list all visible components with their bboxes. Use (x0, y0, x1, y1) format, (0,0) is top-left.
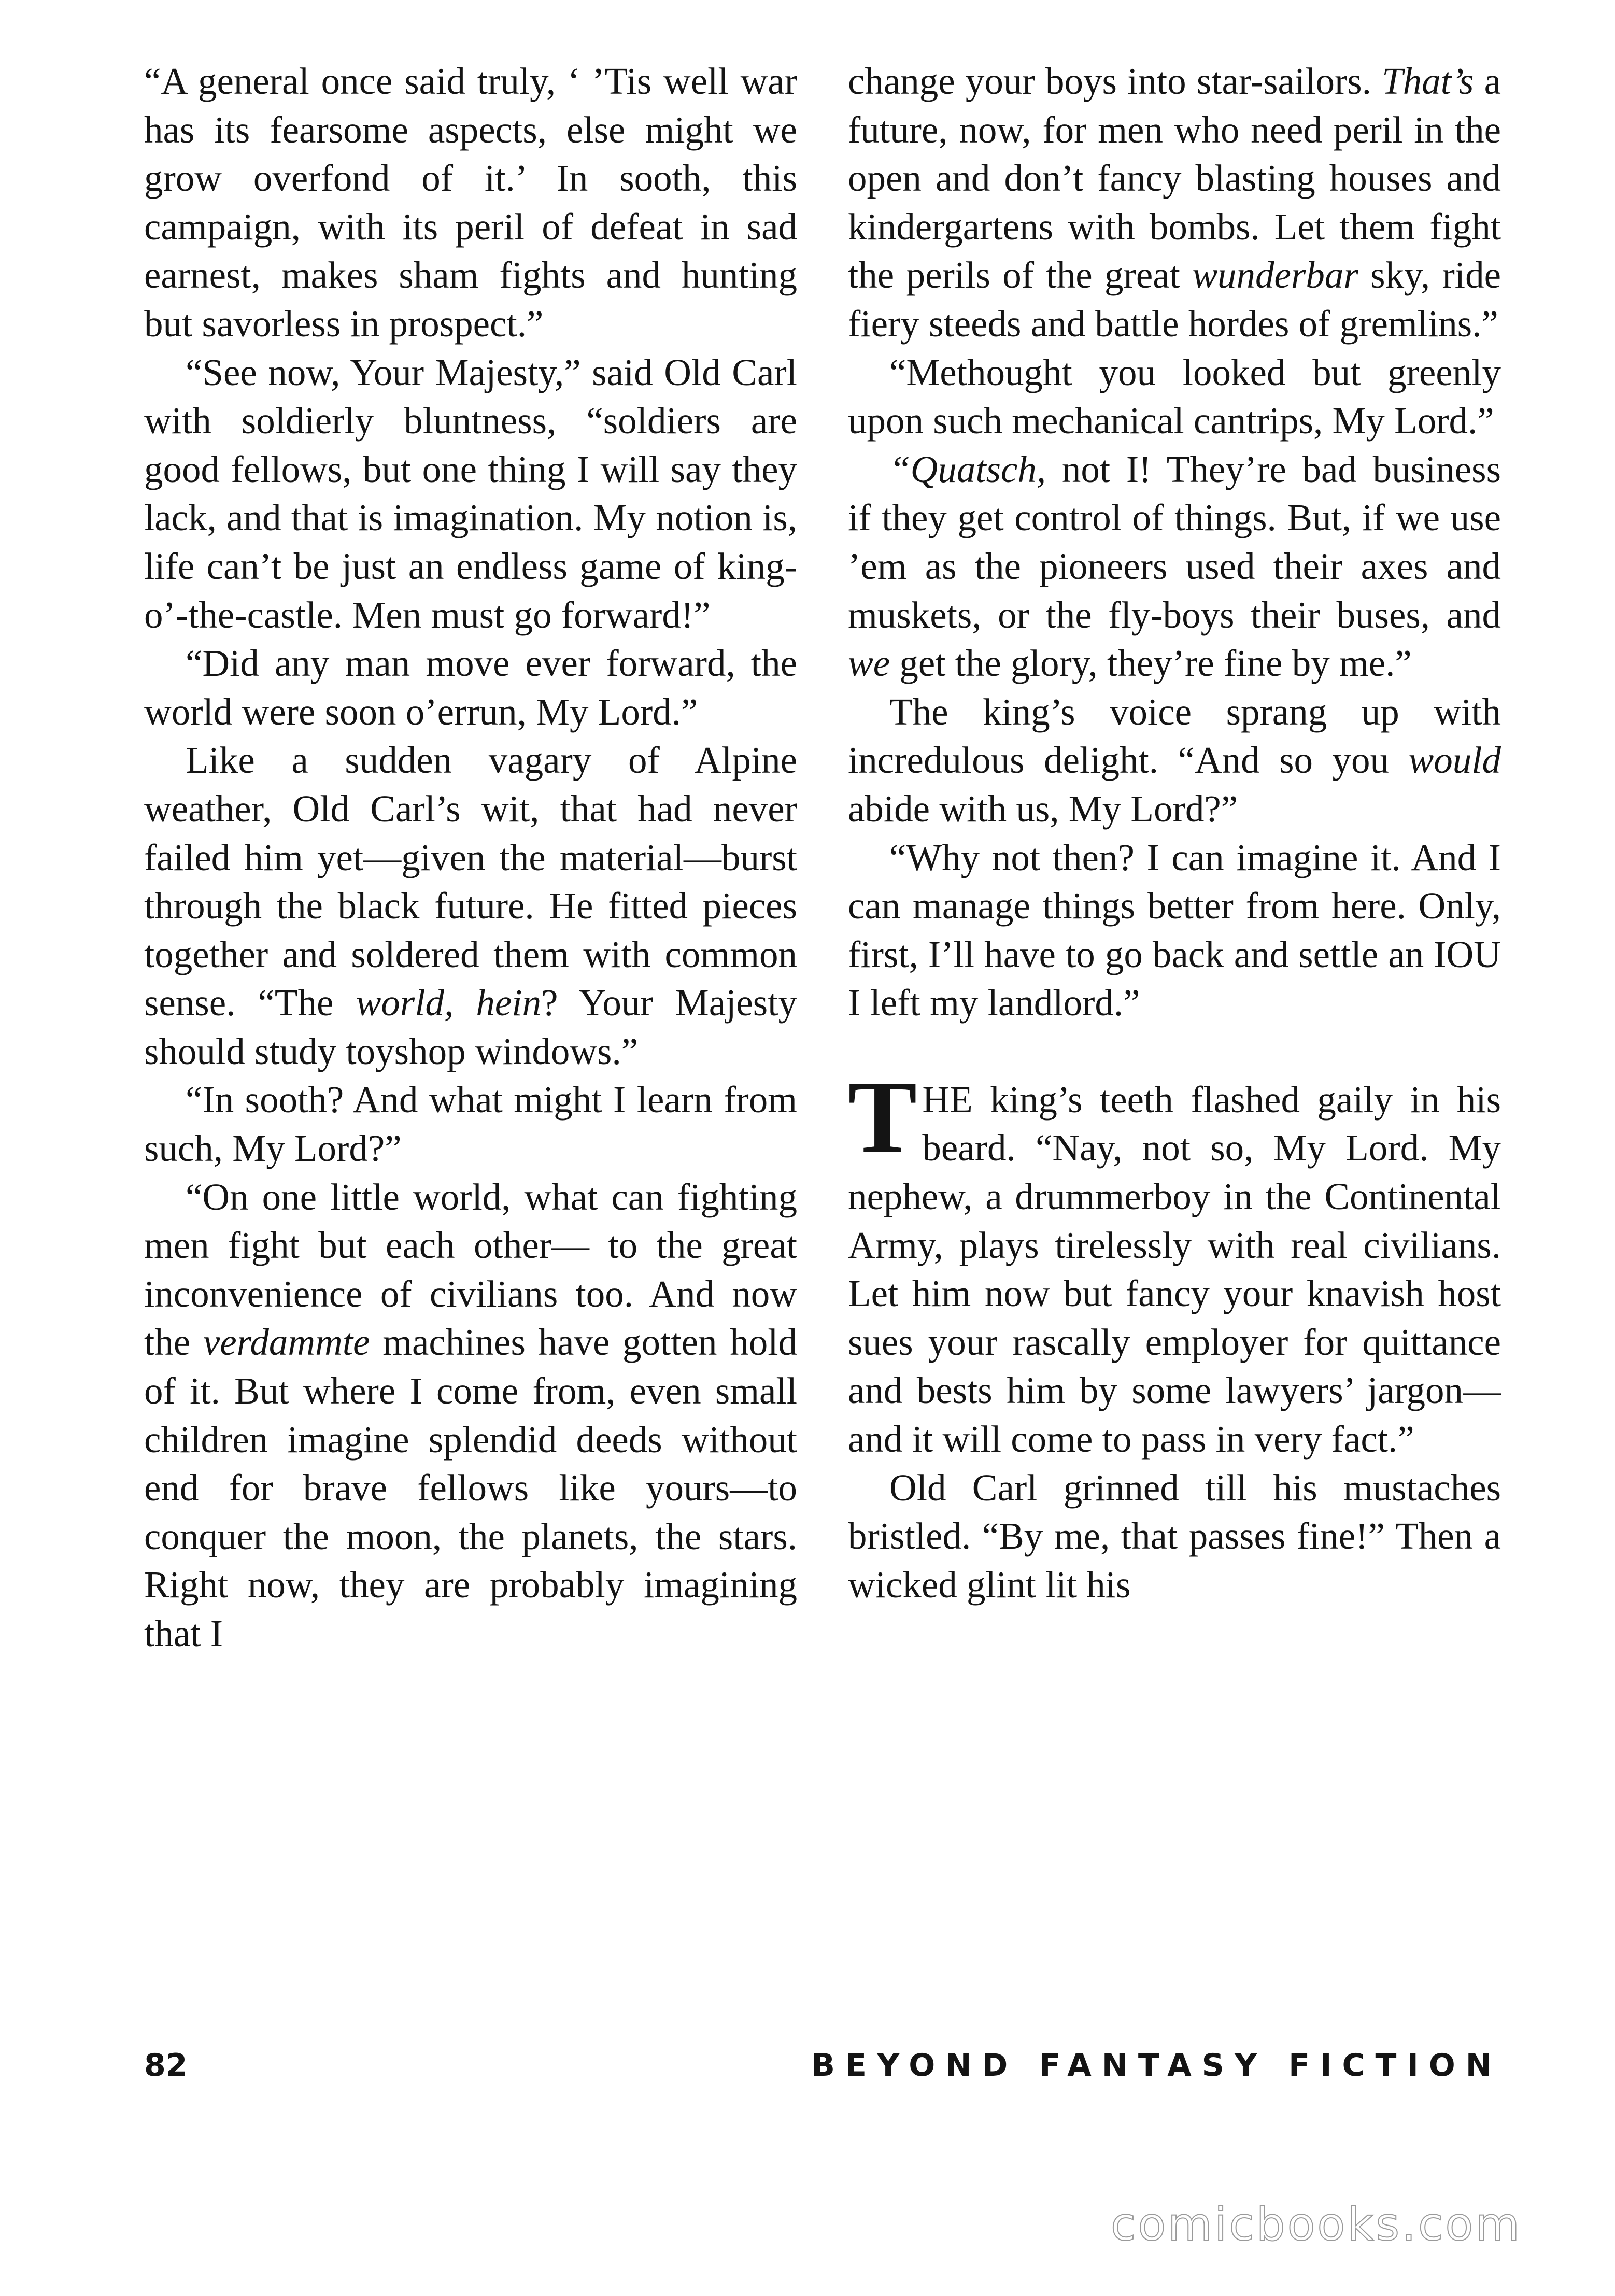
text-run: get the glory, they’re fine by me.” (890, 642, 1412, 685)
paragraph (144, 1173, 797, 1658)
text-run: not I! They’re bad business if they get control of things. But, if we use ’em as the pioneers used their axes and muskets, or the fly-boys their buses, and (848, 448, 1501, 636)
paragraph (848, 445, 1501, 688)
paragraph (848, 833, 1501, 1027)
paragraph (144, 736, 797, 1075)
text-run: Like a sudden vagary of Alpine weather, Old Carl’s wit, that had never failed him yet—given the material—burst through the black future. He fitted pieces together and soldered them with common sense. “The (144, 739, 797, 1024)
italic-text: would (1408, 739, 1501, 782)
italic-text: verdammte (203, 1321, 370, 1364)
running-head: BEYOND FANTASY FICTION (811, 2047, 1502, 2084)
italic-text: That’s (1382, 60, 1474, 102)
paragraph (144, 348, 797, 640)
text-run: a future, now, for men who need peril in the open and don’t fancy blasting houses and kindergartens with bombs. Let them fight the perils of the great (848, 60, 1501, 296)
paragraph (144, 57, 797, 348)
site-watermark: comicbooks.com (1110, 2198, 1522, 2251)
text-run: machines have gotten hold of it. But where I come from, even small children imagine splendid deeds without end for brave fellows like yours—to conquer the moon, the planets, the stars. Right now, they are probably imagining that I (144, 1321, 797, 1654)
italic-text: we (848, 642, 890, 685)
paragraph (848, 57, 1501, 348)
right-text-column (848, 57, 1501, 1609)
text-run: “Methought you looked but greenly upon such mechanical cantrips, My Lord.” (848, 351, 1501, 442)
drop-cap: T (848, 1059, 917, 1174)
paragraph (144, 639, 797, 736)
text-run: “In sooth? And what might I learn from such, My Lord?” (144, 1079, 797, 1170)
left-text-column (144, 57, 797, 1658)
paragraph (144, 1075, 797, 1172)
text-run: The king’s voice sprang up with incredulous delight. “And so you (848, 690, 1501, 782)
page-footer (144, 2047, 1502, 2099)
text-run: “Did any man move ever forward, the world were soon o’errun, My Lord.” (144, 642, 797, 733)
italic-text: wunderbar (1192, 254, 1358, 296)
text-run: “A general once said truly, ‘ ’Tis well war has its fearsome aspects, else might we grow overfond of it.’ In sooth, this campaign, with its peril of defeat in sad earnest, makes sham fights and hunting but savorless in prospect.” (144, 60, 797, 345)
text-run: change your boys into star-sailors. (848, 60, 1382, 102)
paragraph (848, 348, 1501, 445)
text-run: “On one little world, what can fighting men fight but each other— to the great inconvenience of civilians too. And now the (144, 1175, 797, 1364)
paragraph (848, 688, 1501, 833)
text-run: ? Your Majesty should study toyshop windows.” (144, 982, 797, 1072)
text-run: abide with us, My Lord?” (848, 787, 1238, 830)
paragraph (848, 1059, 1501, 1464)
text-run: HE king’s teeth flashed gaily in his beard. “Nay, not so, My Lord. My nephew, a drummerboy in the Continental Army, plays tirelessly with real civilians. Let him now but fancy your knavish host sues your rascally employer for quittance and bests him by some lawyers’ jargon—and it will come to pass in very fact.” (848, 1078, 1501, 1461)
italic-text: “Quatsch, (889, 448, 1046, 490)
italic-text: world, hein (356, 982, 542, 1024)
paragraph (848, 1464, 1501, 1609)
page-number: 82 (144, 2047, 188, 2084)
text-run: “Why not then? I can imagine it. And I can manage things better from here. Only, first, I’ll have to go back and settle an IOU I left my landlord.” (848, 836, 1501, 1024)
text-run: sky, ride fiery steeds and battle hordes of gremlins.” (848, 254, 1501, 345)
text-run: Old Carl grinned till his mustaches bristled. “By me, that passes fine!” Then a wicked glint lit his (848, 1466, 1501, 1606)
text-run: “See now, Your Majesty,” said Old Carl with soldierly bluntness, “soldiers are good fellows, but one thing I will say they lack, and that is imagination. My notion is, life can’t be just an endless game of king-o’-the-castle. Men must go forward!” (144, 351, 797, 636)
